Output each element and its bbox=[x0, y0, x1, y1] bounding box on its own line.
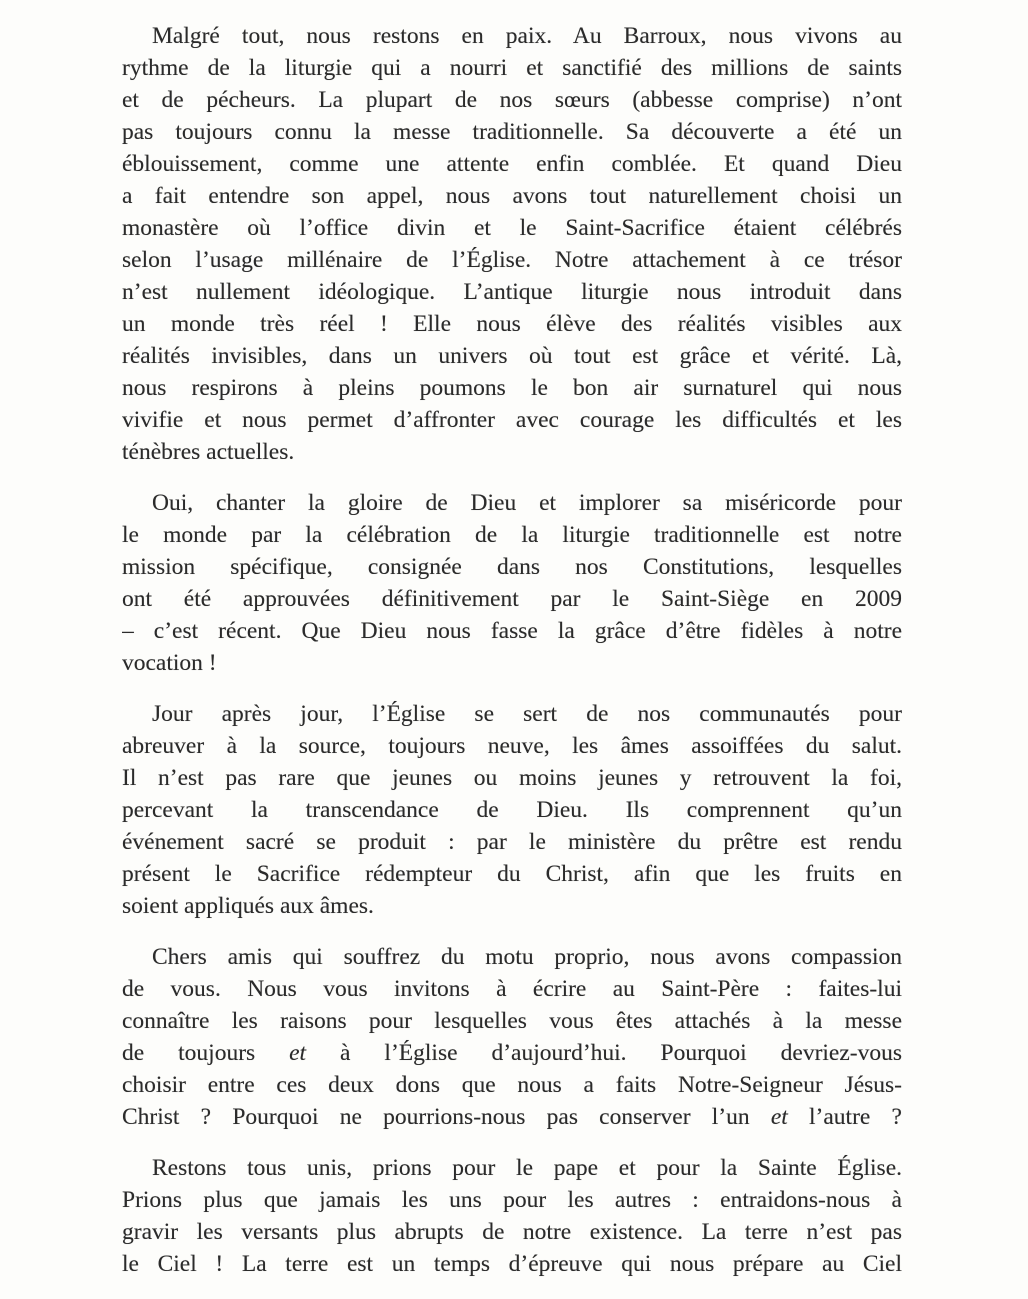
paragraph-motu-proprio bbox=[122, 941, 902, 1133]
text-line: pas toujours connu la messe traditionnelle. Sa découverte a été un bbox=[122, 119, 902, 145]
text-line: ont été approuvées définitivement par le Saint-Siège en 2009 bbox=[122, 586, 902, 612]
text-line: choisir entre ces deux dons que nous a faits Notre-Seigneur Jésus- bbox=[122, 1072, 902, 1098]
text-line: ténèbres actuelles. bbox=[122, 439, 295, 465]
text-line: selon l’usage millénaire de l’Église. Notre attachement à ce trésor bbox=[122, 247, 902, 273]
paragraph-mission bbox=[122, 487, 902, 679]
text-line bbox=[122, 1101, 902, 1133]
text-line: réalités invisibles, dans un univers où tout est grâce et vérité. Là, bbox=[122, 343, 902, 369]
paragraph-restons-unis bbox=[122, 1152, 902, 1280]
text-line: a fait entendre son appel, nous avons tout naturellement choisi un bbox=[122, 183, 902, 209]
text-line: vocation ! bbox=[122, 650, 217, 676]
paragraph-au-barroux bbox=[122, 20, 902, 468]
text-line: Malgré tout, nous restons en paix. Au Barroux, nous vivons au bbox=[152, 23, 902, 49]
text-line: Restons tous unis, prions pour le pape et pour la Sainte Église. bbox=[152, 1155, 902, 1181]
text-line: rythme de la liturgie qui a nourri et sanctifié des millions de saints bbox=[122, 55, 902, 81]
text-line: soient appliqués aux âmes. bbox=[122, 893, 374, 919]
text-line bbox=[122, 1037, 902, 1069]
text-line: gravir les versants plus abrupts de notre existence. La terre n’est pas bbox=[122, 1219, 902, 1245]
text-line: de vous. Nous vous invitons à écrire au Saint-Père : faites-lui bbox=[122, 976, 902, 1002]
italic-word: et bbox=[289, 1040, 307, 1066]
text-line: présent le Sacrifice rédempteur du Christ, afin que les fruits en bbox=[122, 861, 902, 887]
text-line: Jour après jour, l’Église se sert de nos communautés pour bbox=[152, 701, 902, 727]
text-line: nous respirons à pleins poumons le bon air surnaturel qui nous bbox=[122, 375, 902, 401]
text-line: Chers amis qui souffrez du motu proprio, nous avons compassion bbox=[152, 944, 902, 970]
text-line: éblouissement, comme une attente enfin comblée. Et quand Dieu bbox=[122, 151, 902, 177]
text-line: Oui, chanter la gloire de Dieu et implorer sa miséricorde pour bbox=[152, 490, 902, 516]
text-line: – c’est récent. Que Dieu nous fasse la grâce d’être fidèles à notre bbox=[122, 618, 902, 644]
paragraph-eglise bbox=[122, 698, 902, 922]
italic-word: et bbox=[770, 1104, 788, 1130]
text-line: monastère où l’office divin et le Saint-Sacrifice étaient célébrés bbox=[122, 215, 902, 241]
text-line: vivifie et nous permet d’affronter avec courage les difficultés et les bbox=[122, 407, 902, 433]
text-line: mission spécifique, consignée dans nos Constitutions, lesquelles bbox=[122, 554, 902, 580]
text-line: le Ciel ! La terre est un temps d’épreuve qui nous prépare au Ciel bbox=[122, 1251, 902, 1277]
text-line: un monde très réel ! Elle nous élève des réalités visibles aux bbox=[122, 311, 902, 337]
text-line: abreuver à la source, toujours neuve, les âmes assoiffées du salut. bbox=[122, 733, 902, 759]
text-segment: à l’Église d’aujourd’hui. Pourquoi devriez-vous bbox=[306, 1040, 902, 1066]
text-line: n’est nullement idéologique. L’antique liturgie nous introduit dans bbox=[122, 279, 902, 305]
text-segment: Christ ? Pourquoi ne pourrions-nous pas conserver l’un bbox=[122, 1104, 771, 1130]
text-segment: l’autre ? bbox=[787, 1104, 902, 1130]
text-line: Prions plus que jamais les uns pour les autres : entraidons-nous à bbox=[122, 1187, 902, 1213]
text-line: percevant la transcendance de Dieu. Ils comprennent qu’un bbox=[122, 797, 902, 823]
text-segment: de toujours bbox=[122, 1040, 290, 1066]
text-line: le monde par la célébration de la liturgie traditionnelle est notre bbox=[122, 522, 902, 548]
text-line: événement sacré se produit : par le ministère du prêtre est rendu bbox=[122, 829, 902, 855]
page-text bbox=[122, 20, 902, 1299]
text-line: Il n’est pas rare que jeunes ou moins jeunes y retrouvent la foi, bbox=[122, 765, 902, 791]
text-line: connaître les raisons pour lesquelles vous êtes attachés à la messe bbox=[122, 1008, 902, 1034]
text-line: et de pécheurs. La plupart de nos sœurs (abbesse comprise) n’ont bbox=[122, 87, 902, 113]
